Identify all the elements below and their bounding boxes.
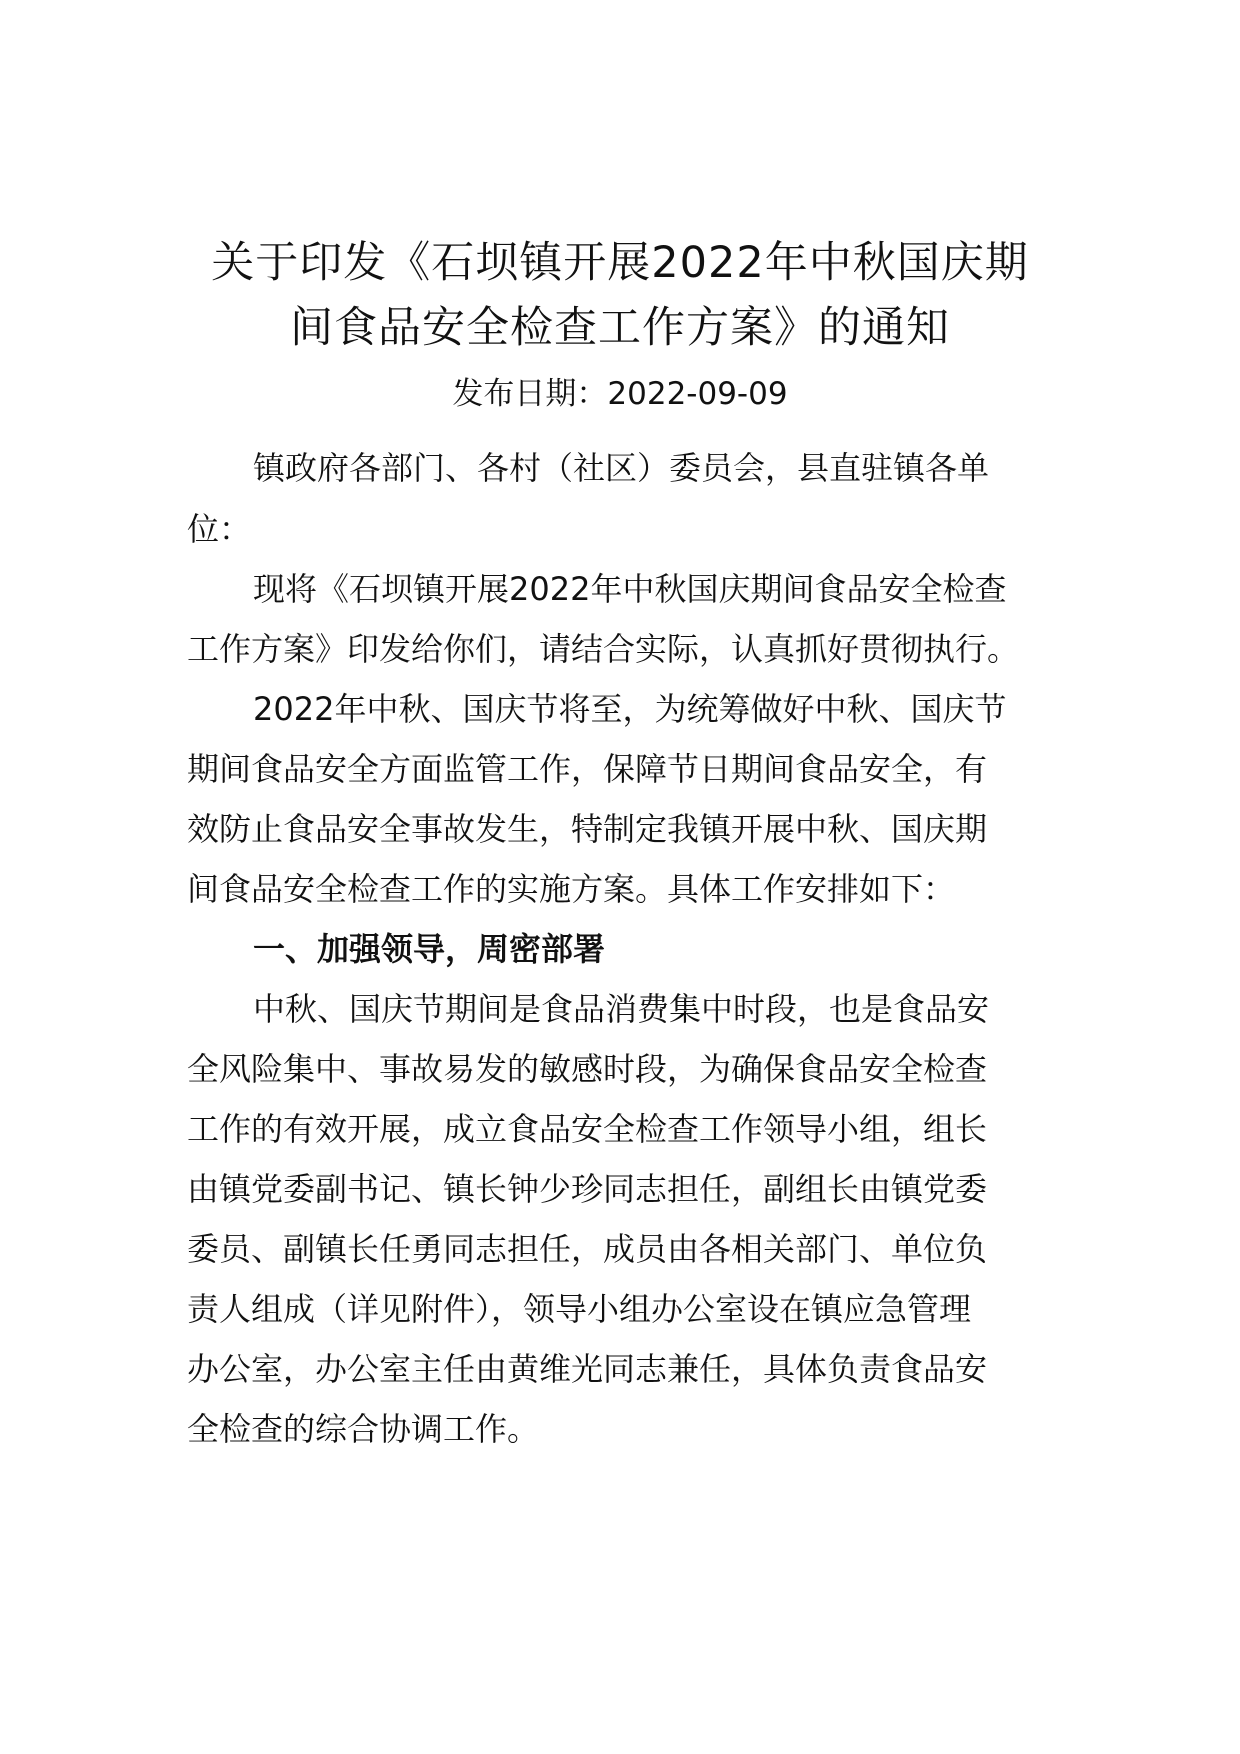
paragraph1-line2: 工作方案》印发给你们，请结合实际，认真抓好贯彻执行。 bbox=[187, 630, 1020, 668]
publish-date: 发布日期：2022-09-09 bbox=[452, 376, 788, 412]
paragraph3-line4: 由镇党委副书记、镇长钟少珍同志担任，副组长由镇党委 bbox=[187, 1170, 988, 1208]
document-title-line2: 间食品安全检查工作方案》的通知 bbox=[290, 303, 950, 353]
addressee-line2: 位： bbox=[187, 510, 252, 548]
document-title-line1: 关于印发《石坝镇开展2022年中秋国庆期 bbox=[211, 238, 1029, 288]
paragraph3-line8: 全检查的综合协调工作。 bbox=[187, 1410, 540, 1448]
paragraph3-line6: 责人组成（详见附件），领导小组办公室设在镇应急管理 bbox=[187, 1290, 972, 1328]
paragraph2-line1: 2022年中秋、国庆节将至，为统筹做好中秋、国庆节 bbox=[253, 690, 1007, 728]
paragraph3-line1: 中秋、国庆节期间是食品消费集中时段，也是食品安 bbox=[253, 990, 990, 1028]
paragraph2-line3: 效防止食品安全事故发生，特制定我镇开展中秋、国庆期 bbox=[187, 810, 988, 848]
paragraph3-line7: 办公室，办公室主任由黄维光同志兼任，具体负责食品安 bbox=[187, 1350, 988, 1388]
section-heading-1: 一、加强领导，周密部署 bbox=[253, 930, 606, 968]
addressee-line1: 镇政府各部门、各村（社区）委员会，县直驻镇各单 bbox=[253, 449, 990, 487]
paragraph3-line5: 委员、副镇长任勇同志担任，成员由各相关部门、单位负 bbox=[187, 1230, 988, 1268]
paragraph2-line2: 期间食品安全方面监管工作，保障节日期间食品安全，有 bbox=[187, 750, 988, 788]
paragraph2-line4: 间食品安全检查工作的实施方案。具体工作安排如下： bbox=[187, 870, 956, 908]
paragraph3-line2: 全风险集中、事故易发的敏感时段，为确保食品安全检查 bbox=[187, 1050, 988, 1088]
paragraph3-line3: 工作的有效开展，成立食品安全检查工作领导小组，组长 bbox=[187, 1110, 988, 1148]
paragraph1-line1: 现将《石坝镇开展2022年中秋国庆期间食品安全检查 bbox=[253, 570, 1007, 608]
